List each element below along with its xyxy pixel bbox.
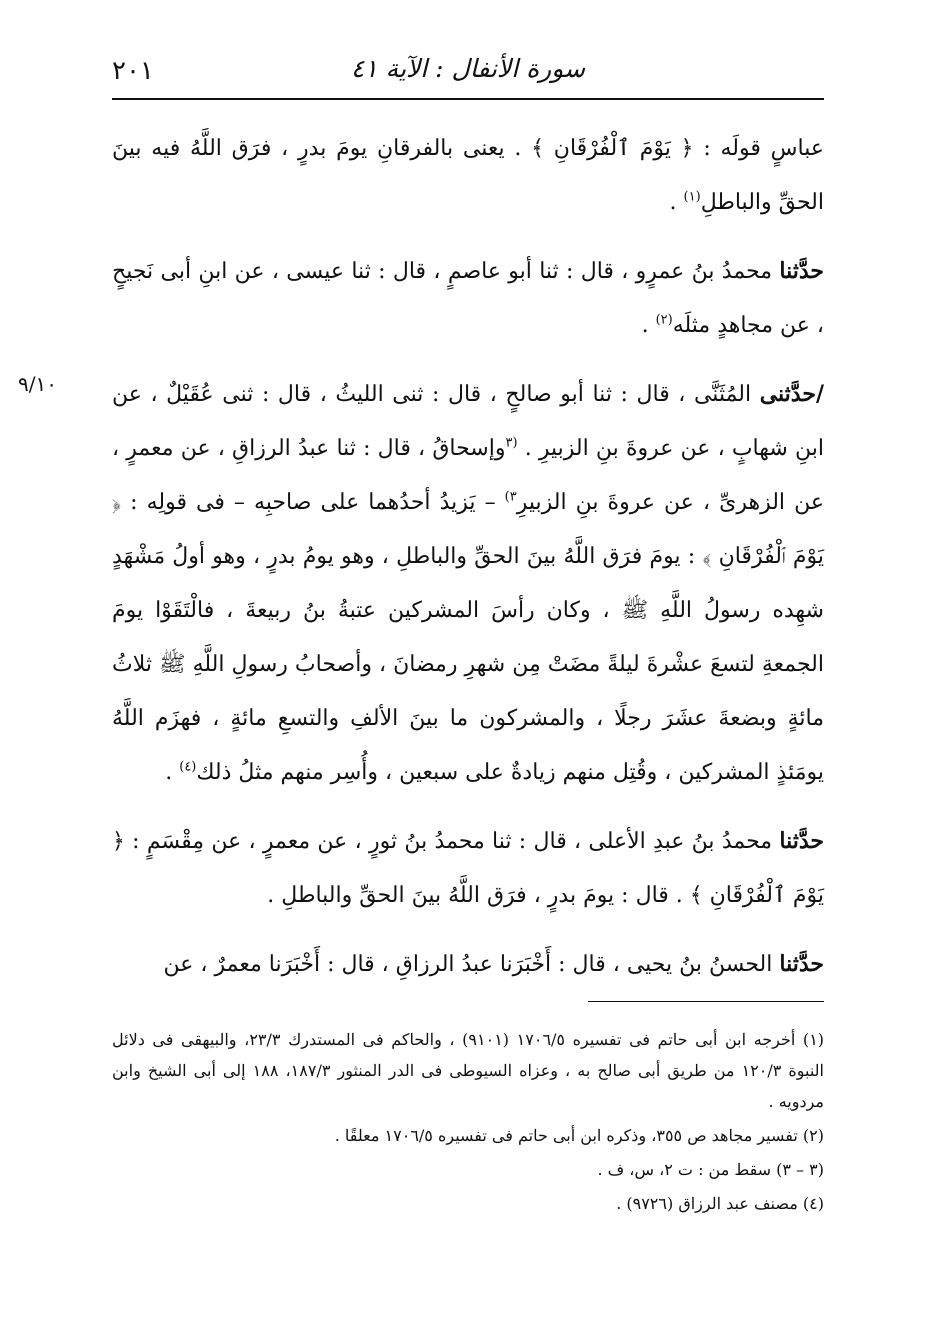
paragraph-2: [112, 244, 824, 353]
main-text: [112, 122, 824, 1006]
paragraph-text: محمدُ بنُ عمرٍو ، قال : ثنا أبو عاصمٍ ، قال : ثنا عيسى ، عن ابنِ أبى نَجيحٍ ، عن مجاهدٍ مثلَه: [112, 259, 824, 338]
footnote-ref-2: (٢): [655, 312, 673, 328]
margin-note: ٩/١٠: [18, 372, 57, 396]
paragraph-lead: حدَّثنا: [779, 951, 824, 977]
paragraph-3: [112, 367, 824, 800]
footnote-ref-1: (١): [683, 189, 701, 205]
footnote-ref-3-open: (٣: [505, 435, 518, 451]
paragraph-lead: حدَّثنى: [759, 381, 816, 407]
paragraph-tail: .: [669, 190, 684, 215]
paragraph-text: الحسنُ بنُ يحيى ، قال : أَخْبَرَنا عبدُ الرزاقِ ، قال : أَخْبَرَنا معمرٌ ، عن: [163, 952, 780, 977]
paragraph-text: وإسحاقُ ، قال : ثنا عبدُ الرزاقِ ، عن معمرٍ ، عن الزهرىِّ ، عن عروةَ بنِ الزبيرِ: [112, 436, 824, 515]
footnote-3: (٣ – ٣) سقط من : ت ٢، س، ف .: [597, 1160, 824, 1179]
footnote-1: (١) أخرجه ابن أبى حاتم فى تفسيره ١٧٠٦/٥ (٩١٠١) ، والحاكم فى المستدرك ٢٣/٣، والبيهقى فى دلائل النبوة ١٢٠/٣ من طريق أبى صالح به ، وعزاه السيوطى فى الدر المنثور ١٨٧/٣، ١٨٨ إلى أبى الشيخ وابن مردويه .: [112, 1030, 825, 1111]
footnote-ref-4: (٤): [179, 759, 197, 775]
header-rule: [112, 98, 824, 100]
folio-marker: /: [815, 381, 824, 407]
paragraph-text: المُثَنَّى ، قال : ثنا أبو صالحٍ ، قال : ثنى الليثُ ، قال : ثنى عُقَيْلٌ ، عن ابنِ شهابٍ ، عن عروةَ بنِ الزبيرِ .: [112, 382, 824, 461]
paragraph-text: عباسٍ قولَه : ﴿ يَوْمَ ٱلْفُرْقَانِ ﴾ . يعنى بالفرقانِ يومَ بدرٍ ، فرَق اللَّهُ فيه بينَ الحقِّ والباطلِ: [112, 136, 824, 215]
page-header: [112, 52, 824, 96]
page-number: ٢٠١: [112, 56, 154, 86]
footnote-2: (٢) تفسير مجاهد ص ٣٥٥، وذكره ابن أبى حاتم فى تفسيره ١٧٠٦/٥ معلقًا .: [334, 1126, 824, 1145]
paragraph-4: [112, 814, 824, 923]
paragraph-1: [112, 122, 824, 230]
paragraph-tail: .: [641, 313, 656, 338]
footnote-4: (٤) مصنف عبد الرزاق (٩٧٢٦) .: [616, 1194, 824, 1213]
paragraph-lead: حدَّثنا: [779, 828, 824, 854]
paragraph-5: [112, 937, 824, 992]
footnote-ref-3-close: ٣): [504, 489, 517, 505]
paragraph-text: – يَزيدُ أحدُهما على صاحبِه – فى قولِه : ﴿ يَوْمَ ٱلْفُرْقَانِ ﴾ : يومَ فرَق اللَّهُ بينَ الحقِّ والباطلِ ، وهو يومُ بدرٍ ، وهو أولُ مَشْهَدٍ شهِده رسولُ اللَّهِ ﷺ ، وكان رأسَ المشركين عتبةُ بنُ ربيعةَ ، فالْتَقَوْا يومَ الجمعةِ لتسعَ عشْرةَ ليلةً مضَتْ مِن شهرِ رمضانَ ، وأصحابُ رسولِ اللَّهِ ﷺ ثلاثُ مائةٍ وبضعةَ عشَرَ رجلًا ، والمشركون ما بينَ الألفِ والتسعِ مائةٍ ، فهزَم اللَّهُ يومَئذٍ المشركين ، وقُتِل منهم زيادةٌ على سبعين ، وأُسِر منهم مثلُ ذلك: [112, 490, 824, 785]
paragraph-tail: .: [165, 760, 180, 785]
footnotes: [112, 1024, 824, 1222]
paragraph-text: محمدُ بنُ عبدِ الأعلى ، قال : ثنا محمدُ بنُ ثورٍ ، عن معمرٍ ، عن مِقْسَمٍ : ﴿ يَوْمَ ٱلْفُرْقَانِ ﴾ . قال : يومَ بدرٍ ، فرَق اللَّهُ بينَ الحقِّ والباطلِ .: [112, 829, 824, 908]
footnote-rule: [588, 1001, 824, 1002]
running-title: سورة الأنفال : الآية ٤١: [350, 54, 586, 83]
paragraph-lead: حدَّثنا: [779, 258, 824, 284]
